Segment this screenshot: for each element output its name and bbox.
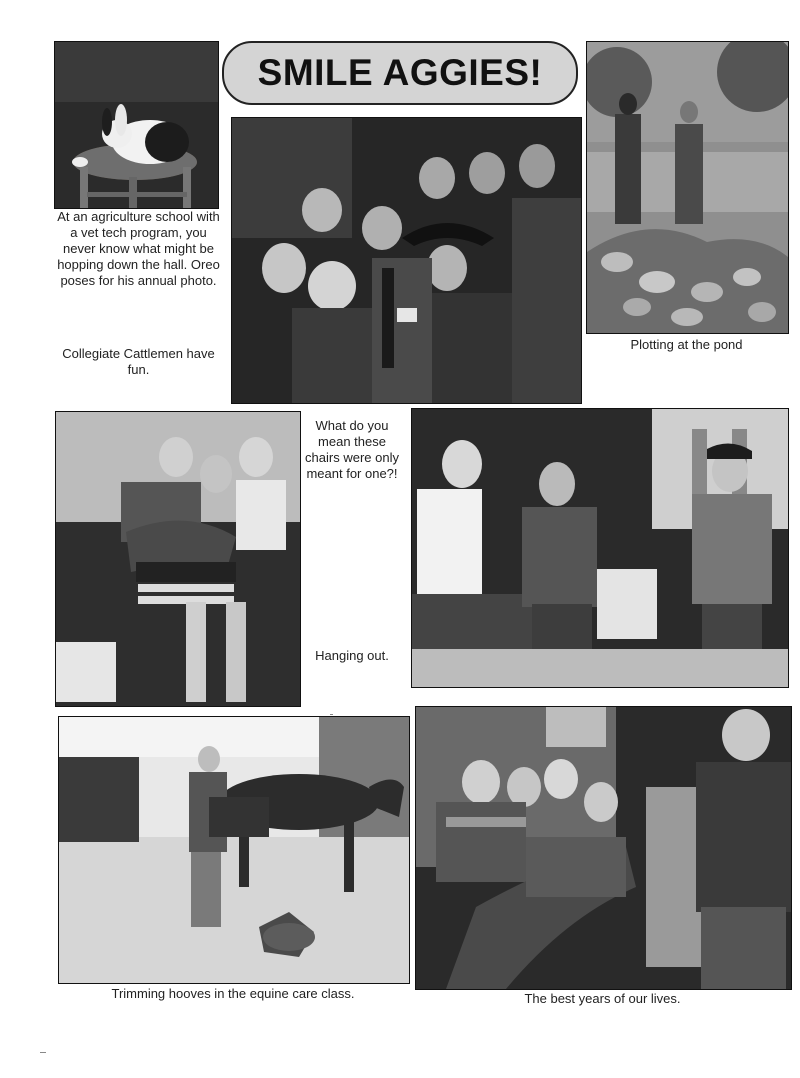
photo-best-years (415, 706, 792, 990)
photo-trimming-hooves (58, 716, 410, 984)
caption-hanging-out: Hanging out. (315, 648, 389, 663)
page-title-banner (222, 41, 578, 105)
caption-oreo: At an agriculture school with a vet tech program, you never know what might be hopping down the hall. Oreo poses for his annual photo. (57, 209, 220, 288)
photo-hanging-out (411, 408, 789, 688)
caption-best-years: The best years of our lives. (524, 991, 681, 1006)
scan-speck (40, 1052, 46, 1053)
photo-rabbit-on-stool (54, 41, 219, 209)
caption-hooves: Trimming hooves in the equine care class. (111, 986, 355, 1001)
photo-pond (586, 41, 789, 334)
photo-crowded-chairs (55, 411, 301, 707)
caption-pond: Plotting at the pond (630, 337, 743, 352)
caption-chairs: What do you mean these chairs were only meant for one?! (305, 418, 399, 481)
photo-collegiate-cattlemen (231, 117, 582, 404)
page-title: SMILE AGGIES! (257, 52, 543, 93)
caption-cattlemen: Collegiate Cattlemen have fun. (62, 346, 215, 377)
scan-speck (330, 714, 333, 715)
